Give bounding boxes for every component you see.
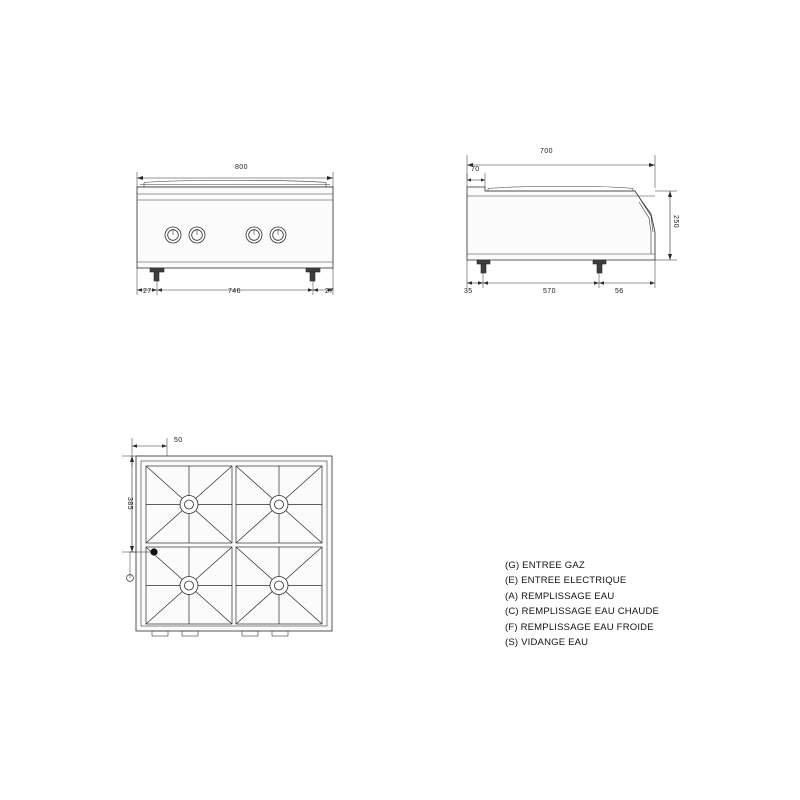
control-knob — [270, 227, 286, 243]
dim-label-side-lip: 70 — [471, 166, 480, 173]
burner-grate — [146, 547, 232, 624]
dim-chain-side-bottom — [467, 281, 655, 285]
legend-item: (G) ENTREE GAZ — [505, 560, 585, 571]
legend-item: (C) REMPLISSAGE EAU CHAUDE — [505, 606, 660, 618]
burner-grate — [236, 466, 322, 543]
legend-item: (A) REMPLISSAGE EAU — [505, 590, 615, 602]
top-plan-svg — [110, 430, 360, 650]
dim-label-top-offset: 50 — [174, 437, 183, 444]
dim-label-side-front-offset: 35 — [464, 288, 473, 295]
burner-grate — [236, 547, 322, 624]
support-leg — [477, 260, 490, 273]
dim-label-side-rear-offset: 56 — [615, 288, 624, 295]
dim-label-top-depth: 385 — [126, 497, 133, 511]
side-elevation-svg — [455, 140, 695, 300]
top-plan-view — [110, 430, 360, 650]
connection-legend — [505, 558, 659, 650]
support-leg — [593, 260, 606, 273]
side-elevation-view — [455, 140, 695, 300]
dim-label-side-leg-span: 570 — [543, 288, 556, 295]
dim-70 — [467, 173, 485, 187]
burner-grate — [146, 466, 232, 543]
control-knob — [189, 227, 205, 243]
support-leg — [150, 268, 164, 281]
legend-item: (E) ENTREE ELECTRIQUE — [505, 575, 627, 587]
front-elevation-view — [120, 150, 350, 300]
dim-label-front-right-offset: 27 — [325, 288, 334, 295]
dim-label-front-leg-span: 746 — [228, 288, 241, 295]
dim-label-side-height: 250 — [672, 215, 679, 229]
front-elevation-svg — [120, 150, 350, 300]
control-knob — [165, 227, 181, 243]
legend-item: (S) VIDANGE EAU — [505, 637, 589, 649]
legend-item: (F) REMPLISSAGE EAU FROIDE — [505, 621, 654, 633]
control-knob — [246, 227, 262, 243]
support-leg — [306, 268, 320, 281]
dim-700 — [467, 155, 655, 188]
dim-label-front-left-offset: 27 — [143, 288, 152, 295]
dim-label-side-depth: 700 — [540, 148, 553, 155]
dim-label-front-width: 800 — [235, 164, 248, 171]
